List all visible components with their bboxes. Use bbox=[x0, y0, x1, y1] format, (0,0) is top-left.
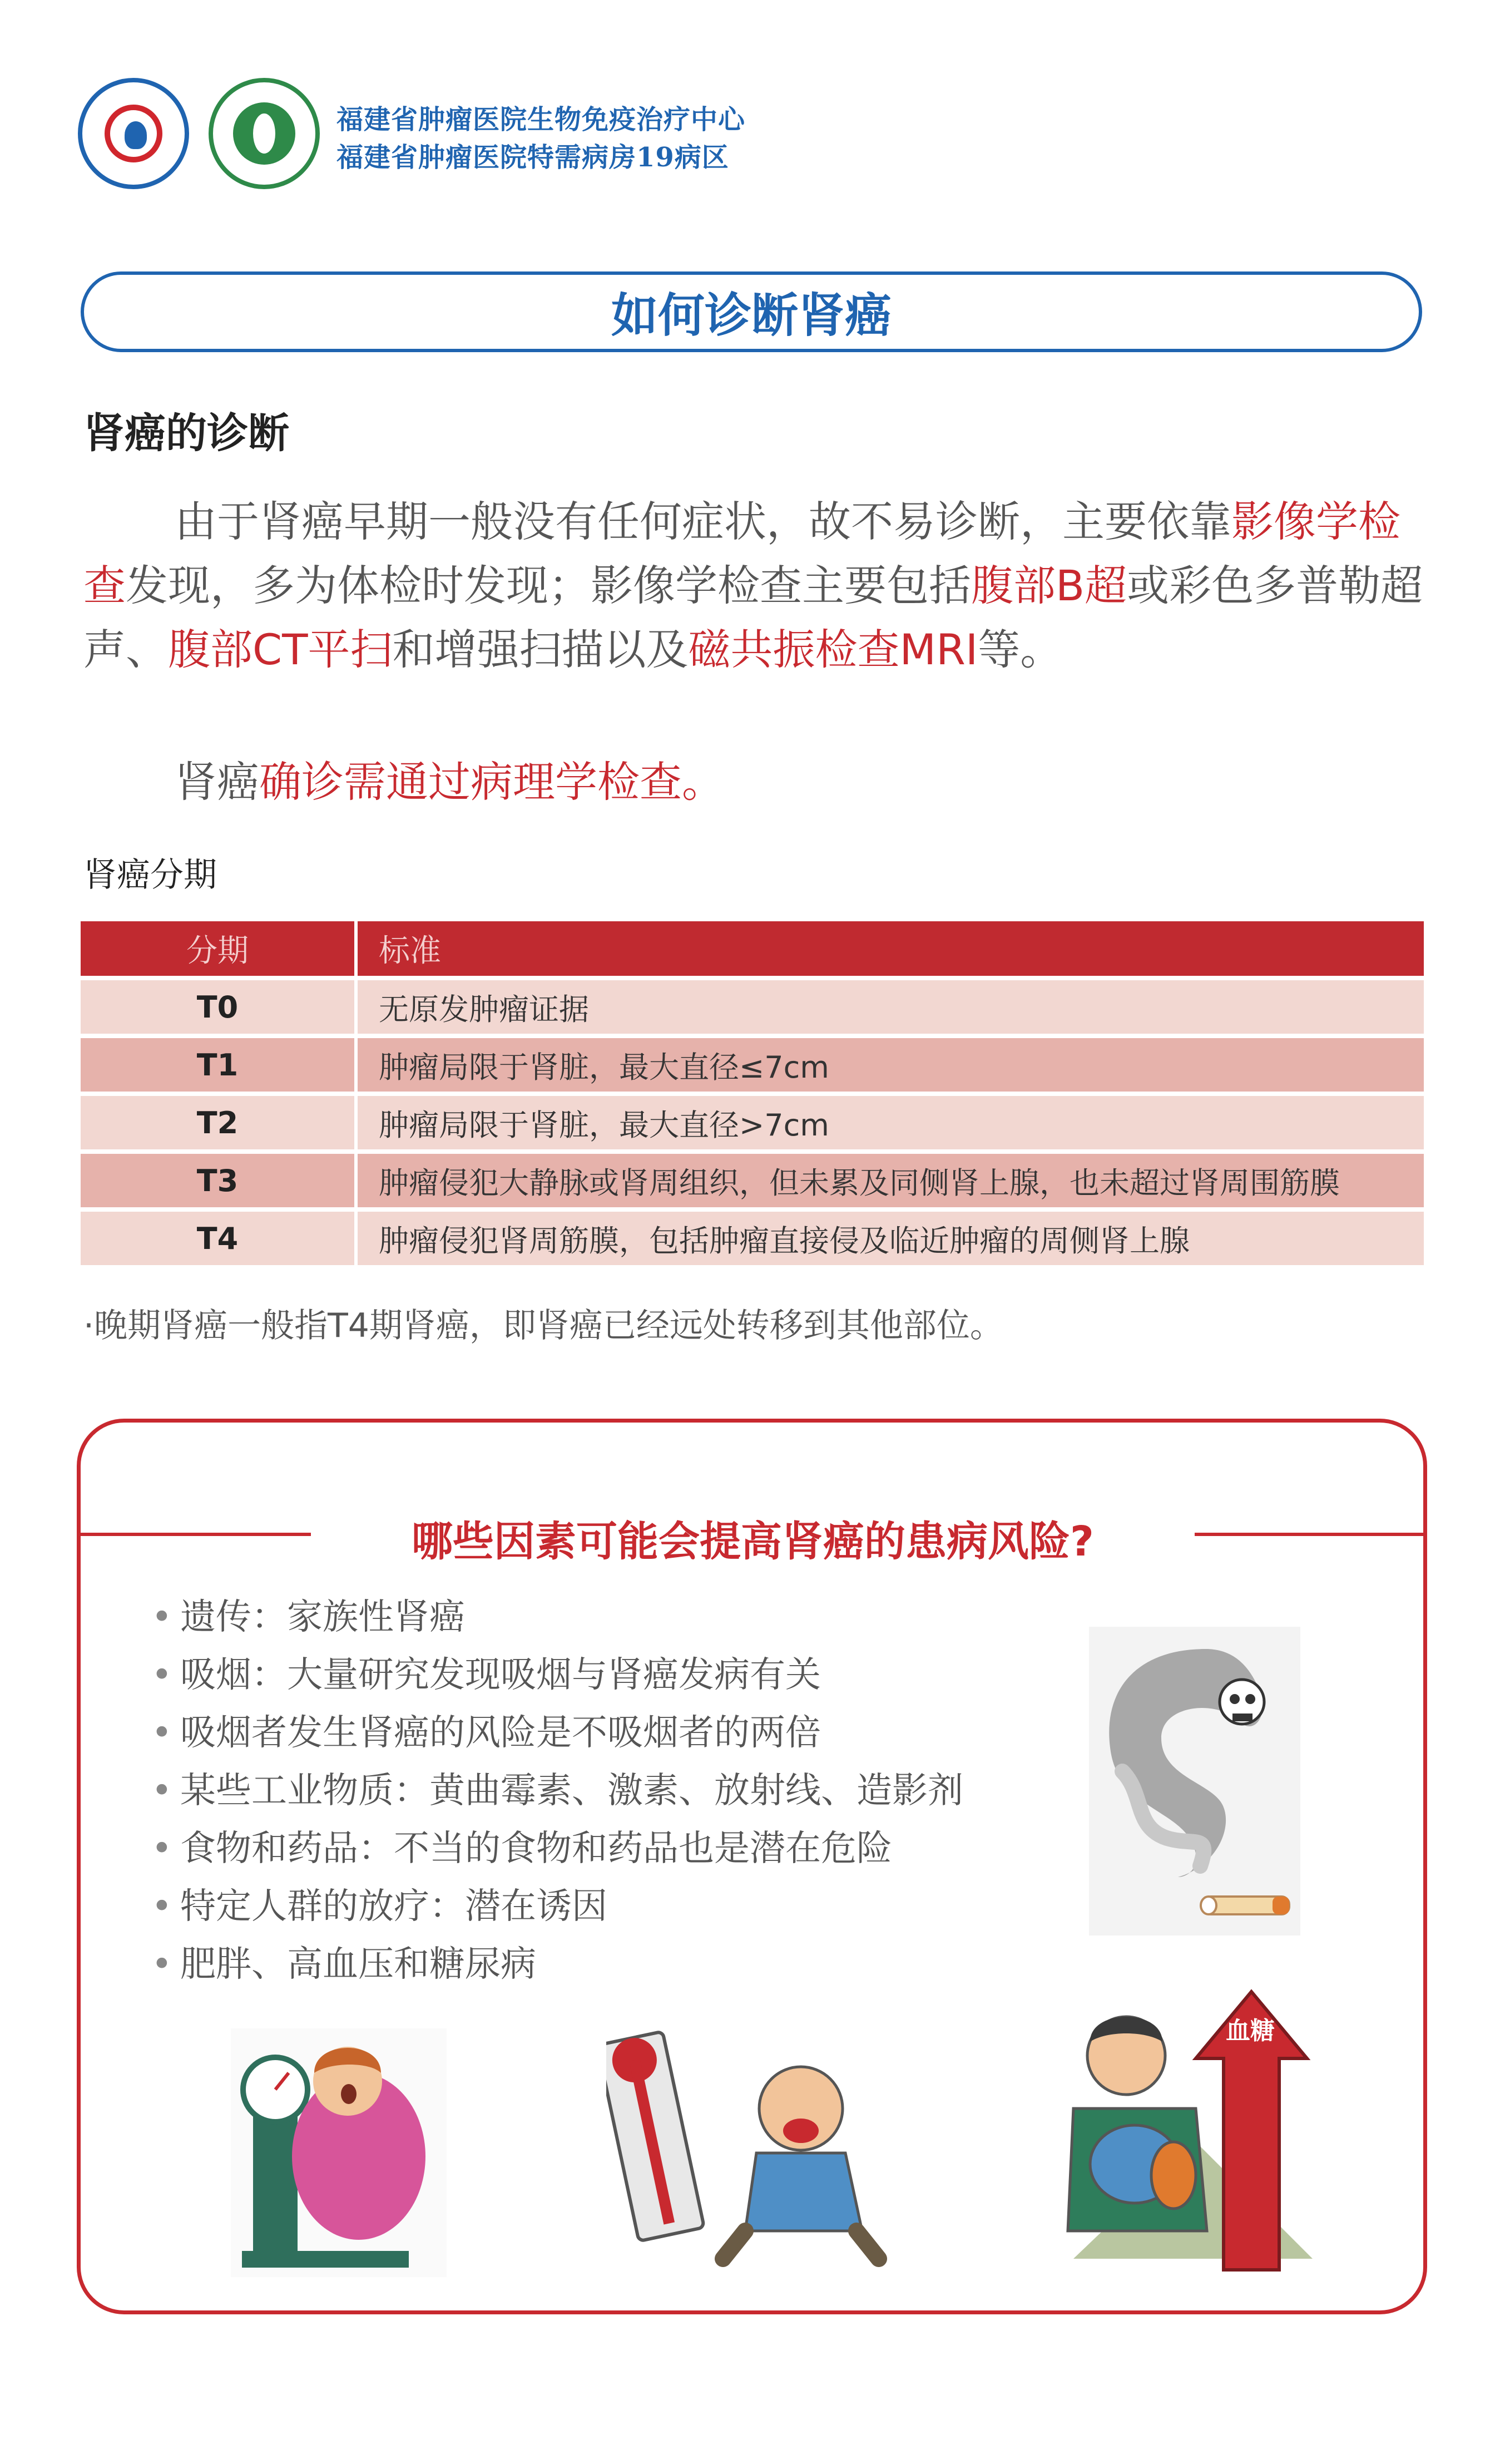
stage-cell: T2 bbox=[81, 1096, 354, 1149]
list-item-text: 某些工业物质：黄曲霉素、激素、放射线、造影剂 bbox=[180, 1770, 963, 1811]
list-item bbox=[151, 1646, 963, 1704]
stage-cell: T4 bbox=[81, 1212, 354, 1265]
org-name-line1: 福建省肿瘤医院生物免疫治疗中心 bbox=[336, 104, 746, 135]
section-heading: 肾癌的诊断 bbox=[83, 409, 289, 457]
thermometer-icon bbox=[606, 2025, 907, 2270]
para-text: 等。 bbox=[978, 625, 1063, 674]
blood-sugar-arrow-icon bbox=[1051, 1981, 1351, 2278]
highlight-text: 影像学检查 bbox=[83, 497, 1400, 610]
title-banner bbox=[81, 271, 1422, 352]
table-row bbox=[81, 1096, 1424, 1149]
list-item-text: 特定人群的放疗：潜在诱因 bbox=[180, 1886, 607, 1927]
list-item-text: 遗传：家族性肾癌 bbox=[180, 1597, 465, 1638]
bullet: • bbox=[151, 1655, 172, 1696]
criteria-cell: 肿瘤侵犯大静脉或肾周组织，但未累及同侧肾上腺，也未超过肾周围筋膜 bbox=[354, 1154, 1424, 1207]
bullet: • bbox=[151, 1712, 172, 1754]
list-item-text: 吸烟者发生肾癌的风险是不吸烟者的两倍 bbox=[180, 1712, 821, 1754]
bullet: • bbox=[151, 1944, 172, 1985]
org-name-line2: 福建省肿瘤医院特需病房19病区 bbox=[336, 142, 729, 173]
divider bbox=[1195, 1533, 1425, 1536]
smoke-skull-icon bbox=[1089, 1627, 1300, 1935]
anticancer-association-logo bbox=[209, 78, 320, 189]
list-item-text: 肥胖、高血压和糖尿病 bbox=[180, 1944, 536, 1985]
list-item-text: 吸烟：大量研究发现吸烟与肾癌发病有关 bbox=[180, 1655, 821, 1696]
criteria-cell: 肿瘤局限于肾脏，最大直径≤7cm bbox=[354, 1038, 1424, 1092]
table-row bbox=[81, 1154, 1424, 1207]
list-item bbox=[151, 1704, 963, 1762]
criteria-cell: 无原发肿瘤证据 bbox=[354, 980, 1424, 1034]
para-text: 或彩色多普勒超声、 bbox=[83, 561, 1423, 674]
stage-cell: T0 bbox=[81, 980, 354, 1034]
list-item bbox=[151, 1588, 963, 1646]
staging-note: ·晚期肾癌一般指T4期肾癌，即肾癌已经远处转移到其他部位。 bbox=[83, 1306, 1003, 1345]
divider bbox=[78, 1533, 311, 1536]
obesity-illustration bbox=[231, 2028, 447, 2277]
hypertension-illustration bbox=[606, 2025, 907, 2270]
bullet: • bbox=[151, 1770, 172, 1811]
page-title: 如何诊断肾癌 bbox=[611, 288, 892, 343]
weight-scale-icon bbox=[231, 2028, 447, 2277]
risk-list bbox=[151, 1588, 963, 1993]
bullet: • bbox=[151, 1828, 172, 1869]
stage-cell: T1 bbox=[81, 1038, 354, 1092]
para-text: 发现，多为体检时发现；影像学检查主要包括 bbox=[126, 561, 971, 610]
para-text: 由于肾癌早期一般没有任何症状，故不易诊断，主要依靠 bbox=[175, 497, 1231, 546]
table-row bbox=[81, 1038, 1424, 1092]
logo-mark bbox=[253, 113, 275, 154]
hospital-logo bbox=[78, 78, 189, 189]
risk-title: 哪些因素可能会提高肾癌的患病风险? bbox=[412, 1518, 1094, 1566]
highlight-text: 腹部B超 bbox=[971, 561, 1127, 610]
stage-cell: T3 bbox=[81, 1154, 354, 1207]
staging-title: 肾癌分期 bbox=[83, 856, 217, 895]
bullet: • bbox=[151, 1597, 172, 1638]
column-header-stage: 分期 bbox=[81, 921, 354, 976]
list-item bbox=[151, 1820, 963, 1878]
table-row bbox=[81, 1212, 1424, 1265]
staging-table bbox=[81, 917, 1424, 1270]
logo-mark bbox=[125, 121, 147, 149]
column-header-criteria: 标准 bbox=[354, 921, 1424, 976]
bullet: • bbox=[151, 1886, 172, 1927]
para-text: 肾癌 bbox=[175, 757, 259, 807]
diagnosis-paragraph bbox=[83, 490, 1429, 682]
criteria-cell: 肿瘤局限于肾脏，最大直径>7cm bbox=[354, 1096, 1424, 1149]
list-item bbox=[151, 1935, 963, 1993]
criteria-cell: 肿瘤侵犯肾周筋膜，包括肿瘤直接侵及临近肿瘤的周侧肾上腺 bbox=[354, 1212, 1424, 1265]
list-item-text: 食物和药品：不当的食物和药品也是潜在危险 bbox=[180, 1828, 892, 1869]
list-item bbox=[151, 1878, 963, 1935]
table-row bbox=[81, 980, 1424, 1034]
blood-sugar-label: 血糖 bbox=[1226, 2017, 1275, 2045]
highlight-text: 确诊需通过病理学检查。 bbox=[259, 757, 724, 807]
smoking-illustration bbox=[1089, 1627, 1300, 1935]
highlight-text: 腹部CT平扫 bbox=[168, 625, 393, 674]
highlight-text: 磁共振检查MRI bbox=[688, 625, 978, 674]
para-text: 和增强扫描以及 bbox=[392, 625, 689, 674]
confirmation-paragraph bbox=[175, 748, 724, 809]
list-item bbox=[151, 1762, 963, 1820]
diabetes-illustration bbox=[1051, 1981, 1351, 2278]
